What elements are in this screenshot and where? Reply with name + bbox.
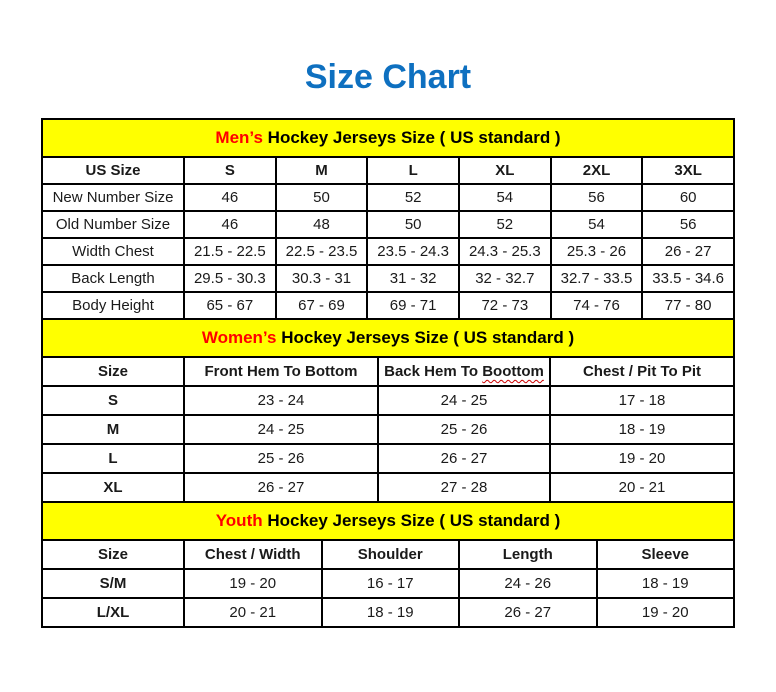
youth-size-table	[43, 541, 733, 626]
value-cell: 26 - 27	[460, 599, 596, 626]
value-cell: 25 - 26	[379, 416, 549, 443]
row-label-cell: Back Length	[43, 266, 183, 291]
column-header-cell: 2XL	[552, 158, 642, 183]
value-cell: 24 - 25	[379, 387, 549, 414]
value-cell: 24 - 25	[185, 416, 377, 443]
value-cell: 54	[552, 212, 642, 237]
column-header-cell: 3XL	[643, 158, 733, 183]
value-cell: 60	[643, 185, 733, 210]
mens-heading-rest: Hockey Jerseys Size ( US standard )	[262, 128, 561, 147]
column-header-cell: S	[185, 158, 275, 183]
value-cell: 50	[368, 212, 458, 237]
value-cell: 22.5 - 23.5	[277, 239, 367, 264]
value-cell: 46	[185, 212, 275, 237]
column-header-cell: Size	[43, 541, 183, 568]
page-title: Size Chart	[304, 58, 472, 96]
column-header-cell: Chest / Width	[185, 541, 321, 568]
column-header-cell: Length	[460, 541, 596, 568]
value-cell: 26 - 27	[185, 474, 377, 501]
row-label-cell: S/M	[43, 570, 183, 597]
value-cell: 67 - 69	[277, 293, 367, 318]
value-cell: 33.5 - 34.6	[643, 266, 733, 291]
value-cell: 74 - 76	[552, 293, 642, 318]
value-cell: 52	[460, 212, 550, 237]
column-header-cell: US Size	[43, 158, 183, 183]
value-cell: 56	[552, 185, 642, 210]
value-cell: 69 - 71	[368, 293, 458, 318]
value-cell: 19 - 20	[598, 599, 734, 626]
value-cell: 19 - 20	[551, 445, 733, 472]
value-cell: 18 - 19	[323, 599, 459, 626]
youth-heading-highlight: Youth	[215, 511, 263, 530]
row-label-cell: L	[43, 445, 183, 472]
value-cell: 30.3 - 31	[277, 266, 367, 291]
column-header-cell: Back Hem To Boottom	[379, 358, 549, 385]
column-header-cell: M	[277, 158, 367, 183]
column-header-cell: L	[368, 158, 458, 183]
value-cell: 56	[643, 212, 733, 237]
value-cell: 20 - 21	[185, 599, 321, 626]
value-cell: 25.3 - 26	[552, 239, 642, 264]
youth-table-heading	[43, 503, 733, 539]
column-header-cell: Size	[43, 358, 183, 385]
womens-table-heading	[43, 320, 733, 356]
value-cell: 52	[368, 185, 458, 210]
value-cell: 23.5 - 24.3	[368, 239, 458, 264]
value-cell: 20 - 21	[551, 474, 733, 501]
value-cell: 54	[460, 185, 550, 210]
value-cell: 50	[277, 185, 367, 210]
value-cell: 16 - 17	[323, 570, 459, 597]
value-cell: 29.5 - 30.3	[185, 266, 275, 291]
row-label-cell: Width Chest	[43, 239, 183, 264]
column-header-cell: Chest / Pit To Pit	[551, 358, 733, 385]
value-cell: 21.5 - 22.5	[185, 239, 275, 264]
value-cell: 31 - 32	[368, 266, 458, 291]
row-label-cell: M	[43, 416, 183, 443]
row-label-cell: L/XL	[43, 599, 183, 626]
womens-heading-highlight: Women’s	[201, 328, 277, 347]
value-cell: 26 - 27	[643, 239, 733, 264]
value-cell: 72 - 73	[460, 293, 550, 318]
mens-size-table	[43, 158, 733, 318]
row-label-cell: XL	[43, 474, 183, 501]
value-cell: 18 - 19	[551, 416, 733, 443]
value-cell: 18 - 19	[598, 570, 734, 597]
misspelled-word: Boottom	[482, 363, 544, 380]
value-cell: 27 - 28	[379, 474, 549, 501]
value-cell: 24.3 - 25.3	[460, 239, 550, 264]
value-cell: 77 - 80	[643, 293, 733, 318]
value-cell: 25 - 26	[185, 445, 377, 472]
value-cell: 19 - 20	[185, 570, 321, 597]
row-label-cell: New Number Size	[43, 185, 183, 210]
value-cell: 23 - 24	[185, 387, 377, 414]
mens-heading-highlight: Men’s	[215, 128, 263, 147]
column-header-cell: XL	[460, 158, 550, 183]
row-label-cell: Old Number Size	[43, 212, 183, 237]
youth-heading-rest: Hockey Jerseys Size ( US standard )	[262, 511, 561, 530]
row-label-cell: S	[43, 387, 183, 414]
value-cell: 17 - 18	[551, 387, 733, 414]
value-cell: 32 - 32.7	[460, 266, 550, 291]
column-header-cell: Shoulder	[323, 541, 459, 568]
value-cell: 65 - 67	[185, 293, 275, 318]
column-header-cell: Sleeve	[598, 541, 734, 568]
row-label-cell: Body Height	[43, 293, 183, 318]
value-cell: 24 - 26	[460, 570, 596, 597]
value-cell: 48	[277, 212, 367, 237]
mens-table-heading	[43, 120, 733, 156]
column-header-cell: Front Hem To Bottom	[185, 358, 377, 385]
womens-size-table	[43, 358, 733, 501]
value-cell: 26 - 27	[379, 445, 549, 472]
womens-heading-rest: Hockey Jerseys Size ( US standard )	[276, 328, 575, 347]
size-chart-tables	[41, 118, 735, 628]
value-cell: 46	[185, 185, 275, 210]
value-cell: 32.7 - 33.5	[552, 266, 642, 291]
